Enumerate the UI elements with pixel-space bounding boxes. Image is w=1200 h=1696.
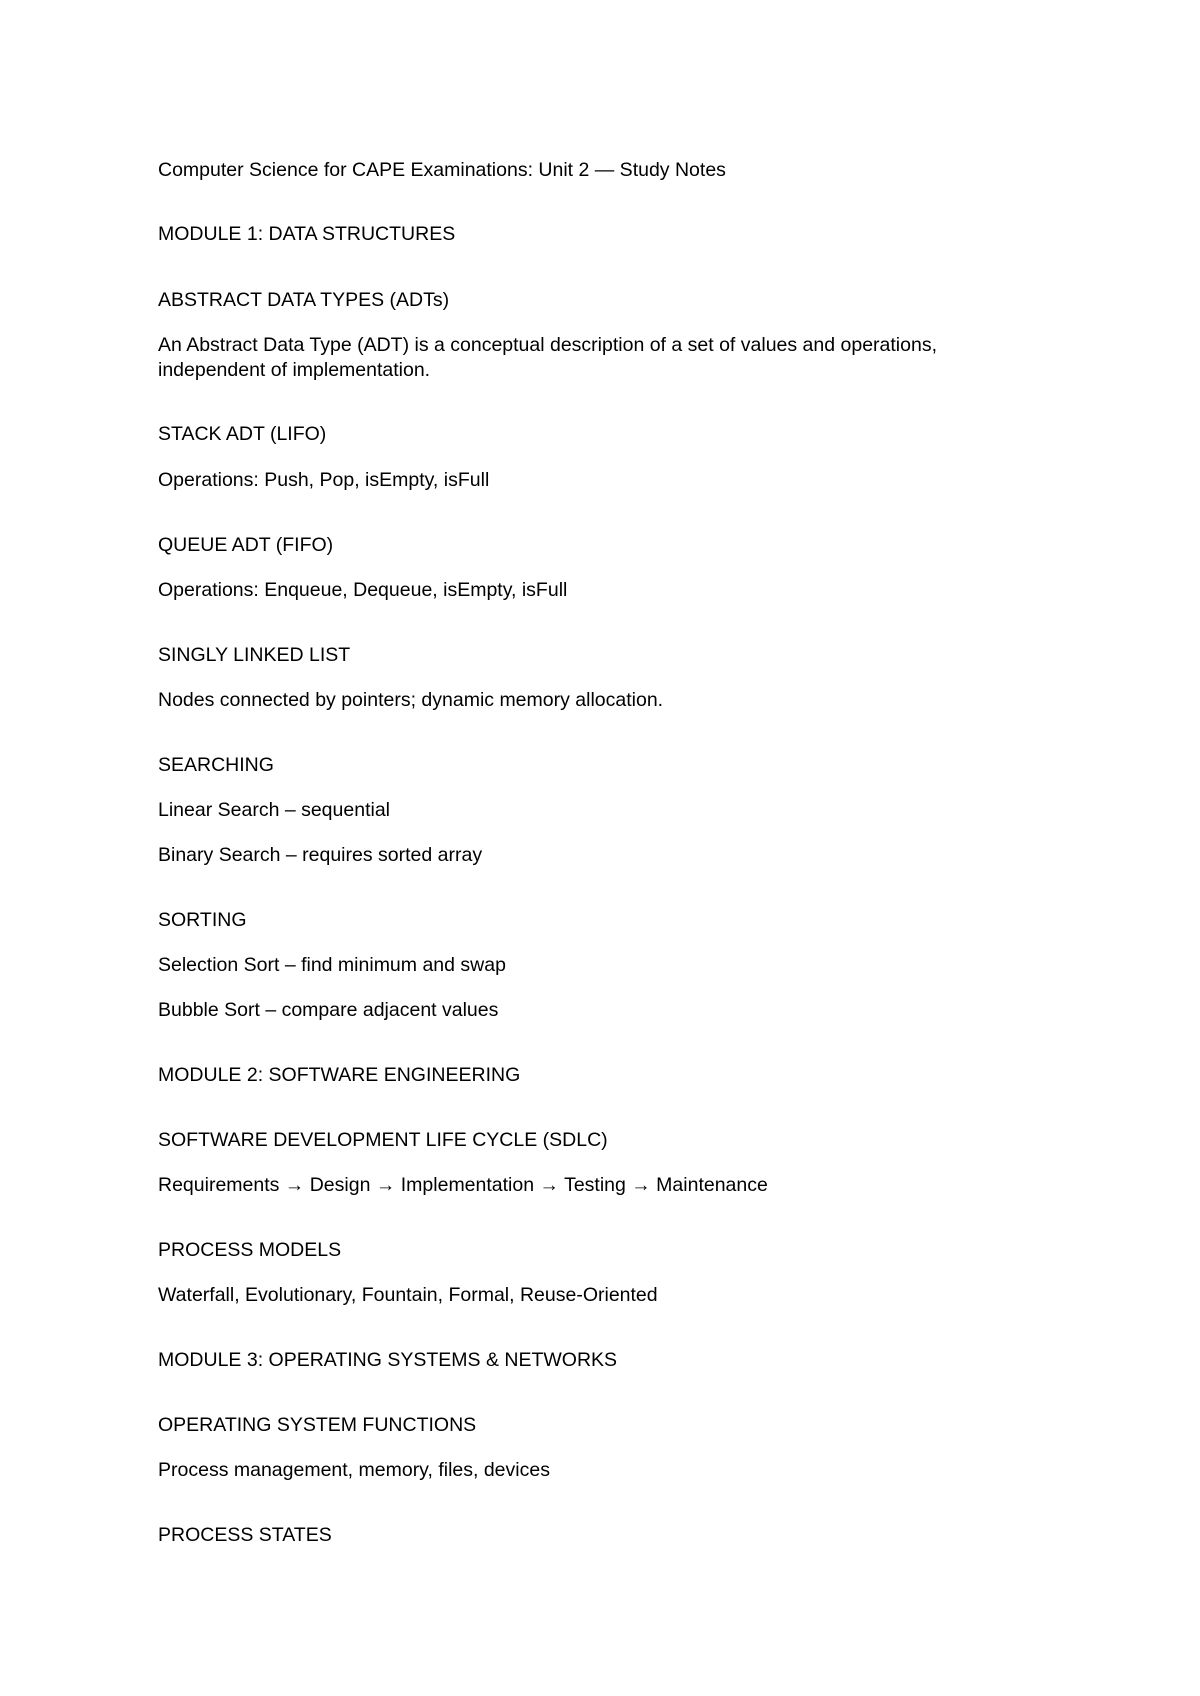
linear-search-text: Linear Search – sequential bbox=[158, 799, 390, 821]
linked-list-heading: SINGLY LINKED LIST bbox=[158, 644, 351, 666]
sdlc-heading: SOFTWARE DEVELOPMENT LIFE CYCLE (SDLC) bbox=[158, 1129, 608, 1151]
adt-text-line-2: independent of implementation. bbox=[158, 359, 431, 381]
stack-heading: STACK ADT (LIFO) bbox=[158, 423, 327, 445]
os-functions-text: Process management, memory, files, devices bbox=[158, 1459, 550, 1481]
searching-heading: SEARCHING bbox=[158, 754, 274, 776]
process-models-text: Waterfall, Evolutionary, Fountain, Formal, Reuse-Oriented bbox=[158, 1284, 658, 1306]
sorting-heading: SORTING bbox=[158, 909, 247, 931]
stack-operations: Operations: Push, Pop, isEmpty, isFull bbox=[158, 469, 490, 491]
module-1-heading: MODULE 1: DATA STRUCTURES bbox=[158, 223, 456, 245]
document-title: Computer Science for CAPE Examinations: Unit 2 — Study Notes bbox=[158, 159, 726, 181]
binary-search-text: Binary Search – requires sorted array bbox=[158, 844, 483, 866]
adt-text-line-1: An Abstract Data Type (ADT) is a conceptual description of a set of values and operations, bbox=[158, 334, 937, 356]
sdlc-text: Requirements → Design → Implementation → Testing → Maintenance bbox=[158, 1174, 768, 1196]
os-functions-heading: OPERATING SYSTEM FUNCTIONS bbox=[158, 1414, 477, 1436]
linked-list-text: Nodes connected by pointers; dynamic memory allocation. bbox=[158, 689, 664, 711]
bubble-sort-text: Bubble Sort – compare adjacent values bbox=[158, 999, 499, 1021]
queue-operations: Operations: Enqueue, Dequeue, isEmpty, isFull bbox=[158, 579, 568, 601]
adt-heading: ABSTRACT DATA TYPES (ADTs) bbox=[158, 289, 450, 311]
process-models-heading: PROCESS MODELS bbox=[158, 1239, 342, 1261]
module-3-heading: MODULE 3: OPERATING SYSTEMS & NETWORKS bbox=[158, 1349, 618, 1371]
module-2-heading: MODULE 2: SOFTWARE ENGINEERING bbox=[158, 1064, 521, 1086]
selection-sort-text: Selection Sort – find minimum and swap bbox=[158, 954, 506, 976]
process-states-heading: PROCESS STATES bbox=[158, 1524, 332, 1546]
queue-heading: QUEUE ADT (FIFO) bbox=[158, 534, 334, 556]
